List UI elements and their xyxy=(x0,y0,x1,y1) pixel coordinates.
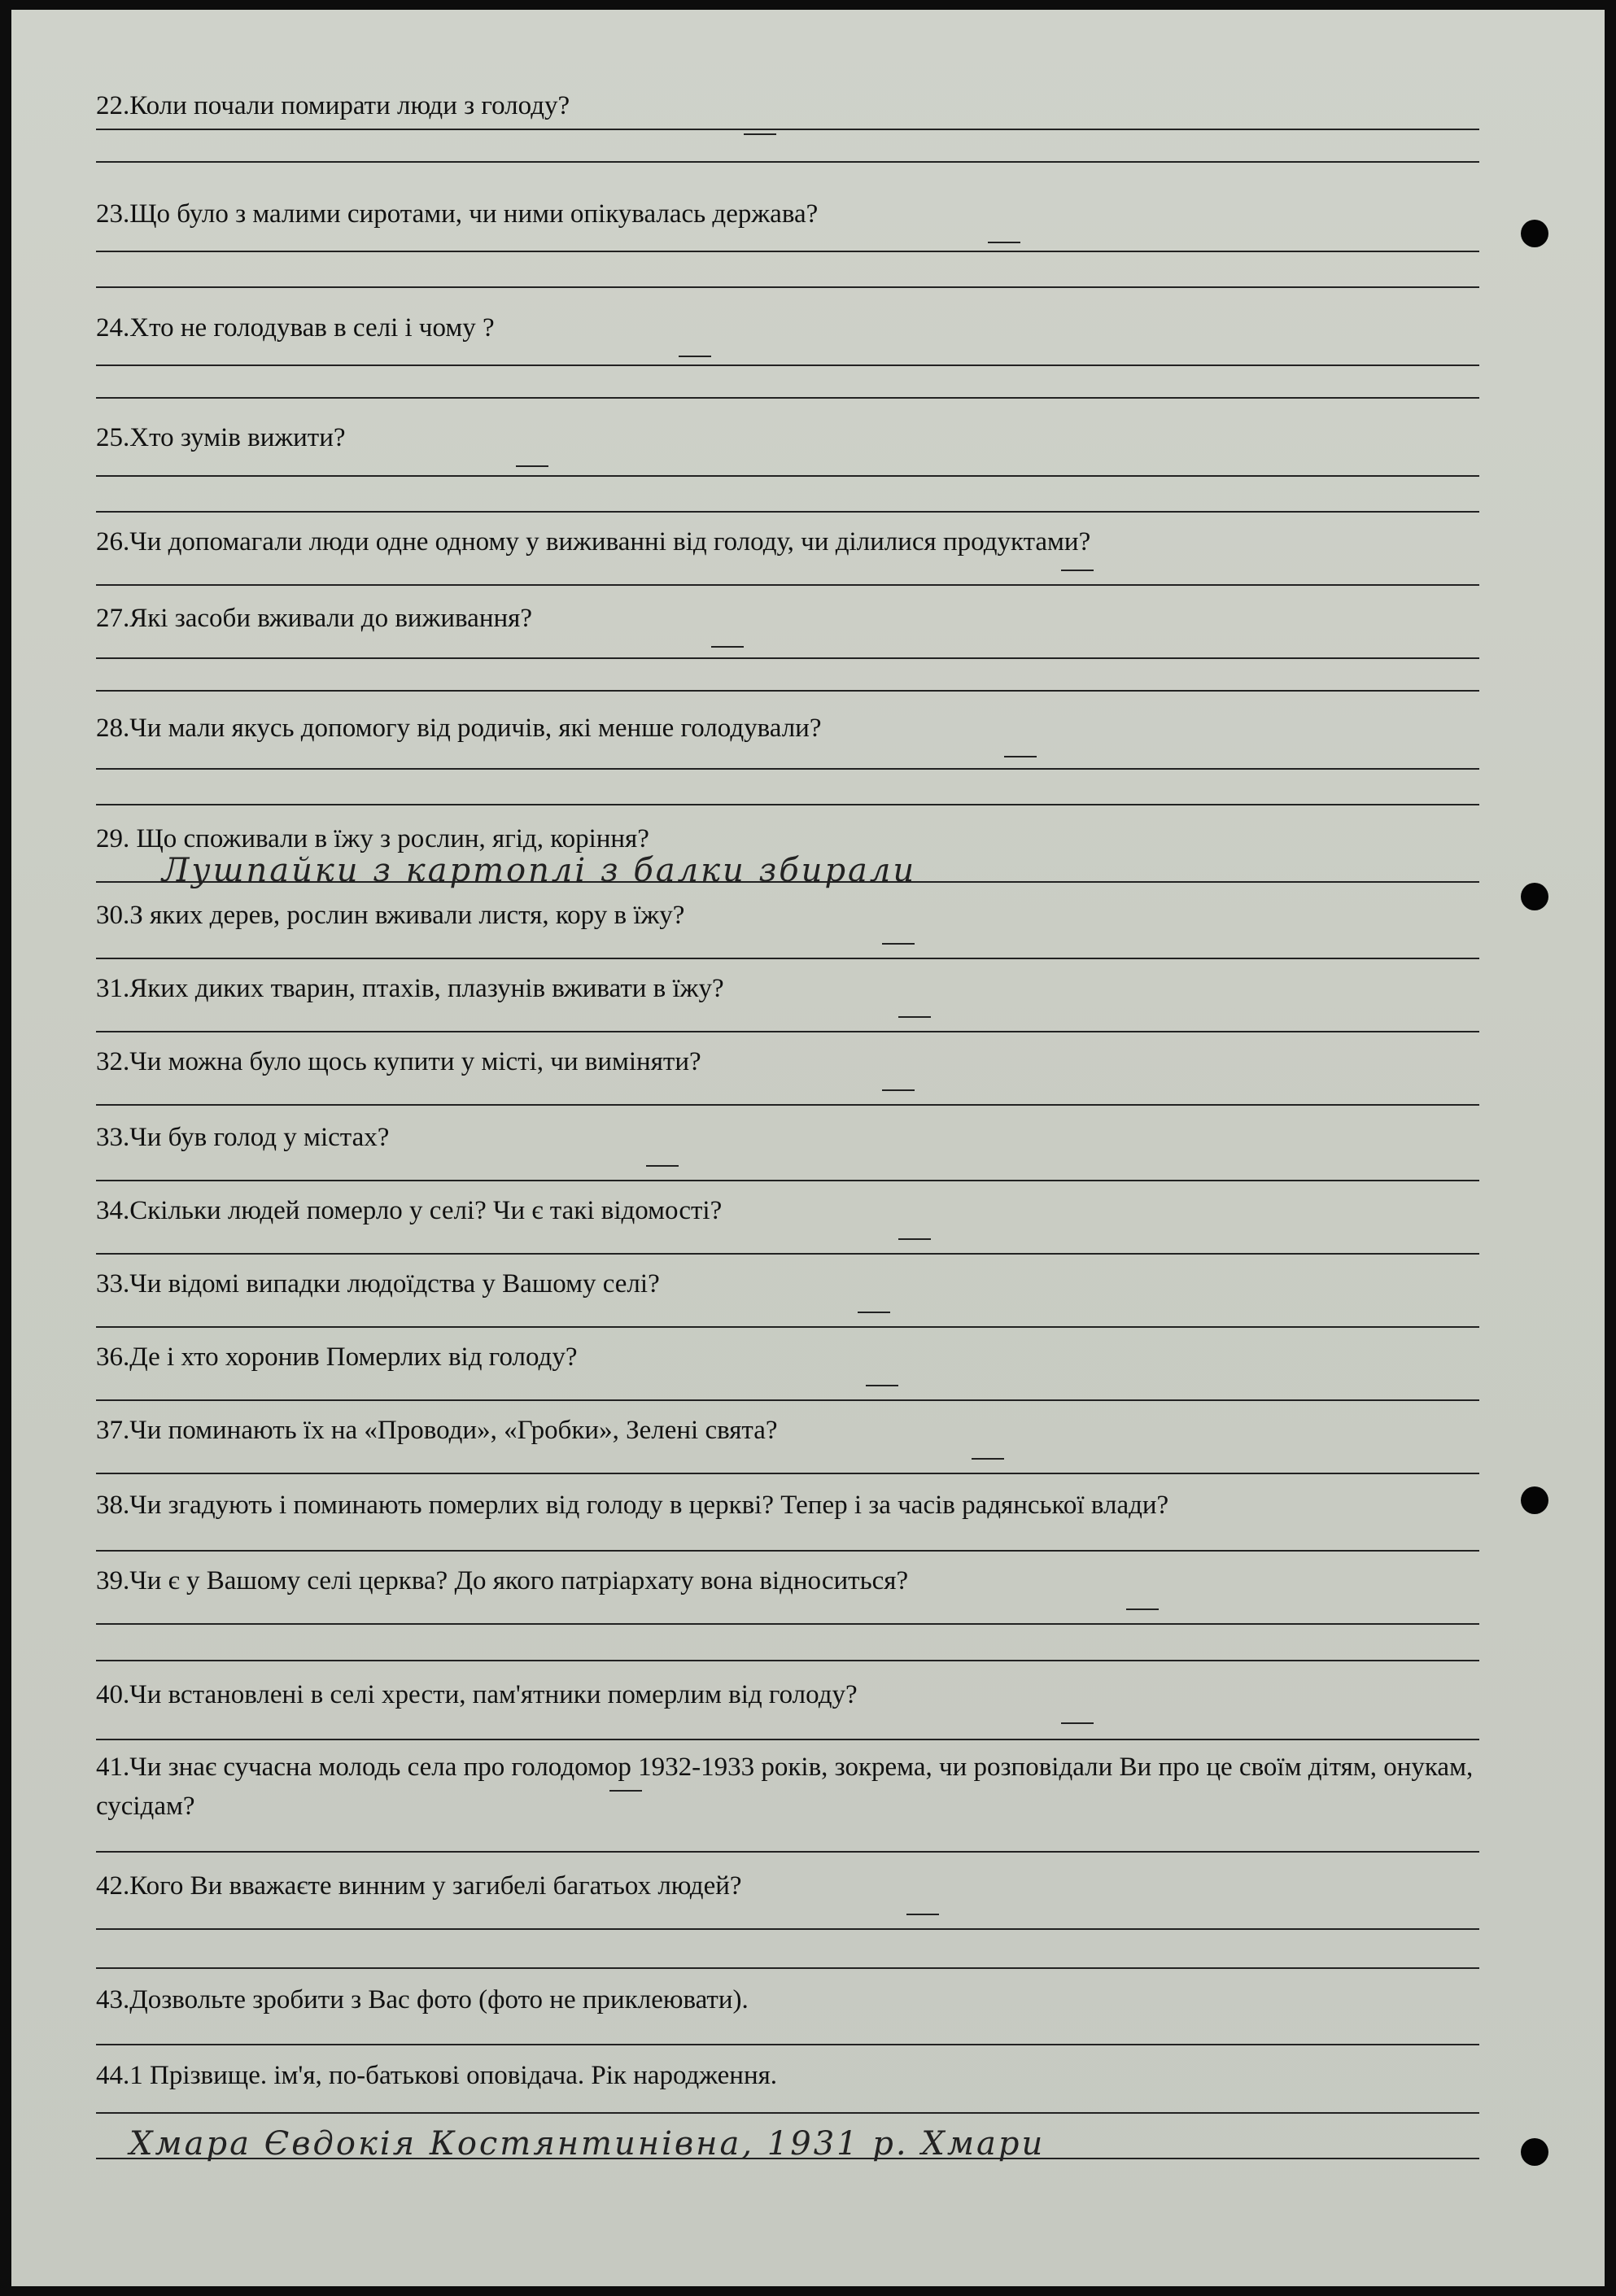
question-43: 43.Дозвольте зробити з Вас фото (фото не приклеювати). xyxy=(96,1985,749,2014)
punch-hole xyxy=(1521,1486,1548,1514)
question-25: 25.Хто зумів вижити? xyxy=(96,423,346,452)
question-41: 41.Чи знає сучасна молодь села про голодомор 1932-1933 років, зокрема, чи розповідали Ви про це своїм дітям, онукам, сусідам? xyxy=(96,1753,1474,1821)
no-answer-dash xyxy=(882,1089,915,1091)
no-answer-dash xyxy=(711,646,744,648)
no-answer-dash xyxy=(679,356,711,357)
question-38: 38.Чи згадують і поминають померлих від голоду в церкві? Тепер і за часів радянської влади? xyxy=(96,1491,1169,1520)
answer-line xyxy=(96,2044,1479,2045)
answer-line xyxy=(96,1253,1479,1255)
answer-line xyxy=(96,1326,1479,1328)
answer-line xyxy=(96,1623,1479,1625)
answer-line xyxy=(96,657,1479,659)
answer-line xyxy=(96,129,1479,130)
answer-line xyxy=(96,475,1479,477)
answer-line xyxy=(96,1739,1479,1740)
punch-hole xyxy=(1521,883,1548,910)
answer-line xyxy=(96,1851,1479,1853)
question-30: 30.З яких дерев, рослин вживали листя, кору в їжу? xyxy=(96,901,685,930)
question-32: 32.Чи можна було щось купити у місті, чи виміняти? xyxy=(96,1047,701,1076)
question-27: 27.Які засоби вживали до виживання? xyxy=(96,604,532,633)
answer-line xyxy=(96,768,1479,770)
no-answer-dash xyxy=(988,242,1020,243)
question-36: 36.Де і хто хоронив Померлих від голоду? xyxy=(96,1342,578,1372)
answer-line xyxy=(96,1967,1479,1969)
no-answer-dash xyxy=(1004,756,1037,757)
question-22: 22.Коли почали помирати люди з голоду? xyxy=(96,91,570,120)
answer-line xyxy=(96,1104,1479,1106)
answer-line xyxy=(96,804,1479,805)
answer-line xyxy=(96,1180,1479,1181)
question-42: 42.Кого Ви вважаєте винним у загибелі багатьох людей? xyxy=(96,1871,742,1901)
answer-line xyxy=(96,584,1479,586)
no-answer-dash xyxy=(906,1914,939,1915)
answer-line xyxy=(96,1660,1479,1661)
no-answer-dash xyxy=(609,1790,642,1792)
no-answer-dash xyxy=(646,1165,679,1167)
no-answer-dash xyxy=(898,1016,931,1018)
no-answer-dash xyxy=(1126,1609,1159,1610)
no-answer-dash xyxy=(744,133,776,135)
question-40: 40.Чи встановлені в селі хрести, пам'ятники померлим від голоду? xyxy=(96,1680,858,1709)
question-24: 24.Хто не голодував в селі і чому ? xyxy=(96,313,495,343)
question-31: 31.Яких диких тварин, птахів, плазунів вживати в їжу? xyxy=(96,974,724,1003)
answer-line xyxy=(96,397,1479,399)
answer-line xyxy=(96,1550,1479,1552)
question-29: 29. Що споживали в їжу з рослин, ягід, коріння? xyxy=(96,824,649,853)
answer-line xyxy=(96,251,1479,252)
no-answer-dash xyxy=(1061,570,1094,571)
question-34: 34.Скільки людей померло у селі? Чи є такі відомості? xyxy=(96,1196,723,1225)
question-33: 33.Чи був голод у містах? xyxy=(96,1123,390,1152)
no-answer-dash xyxy=(1061,1722,1094,1724)
handwritten-answer-44: Хмара Євдокія Костянтинівна, 1931 р. Хмари xyxy=(129,2125,1046,2163)
answer-line xyxy=(96,1928,1479,1930)
answer-line xyxy=(96,511,1479,513)
question-37: 37.Чи поминають їх на «Проводи», «Гробки», Зелені свята? xyxy=(96,1416,778,1445)
question-26: 26.Чи допомагали люди одне одному у виживанні від голоду, чи ділилися продуктами? xyxy=(96,527,1091,557)
answer-line xyxy=(96,2112,1479,2114)
answer-line xyxy=(96,161,1479,163)
handwritten-answer-29: Лушпайки з картоплі з балки збирали xyxy=(162,852,917,889)
punch-hole xyxy=(1521,2138,1548,2166)
question-28: 28.Чи мали якусь допомогу від родичів, які менше голодували? xyxy=(96,714,822,743)
question-35: 33.Чи відомі випадки людоїдства у Вашому селі? xyxy=(96,1269,660,1299)
no-answer-dash xyxy=(866,1385,898,1386)
no-answer-dash xyxy=(516,465,548,467)
answer-line xyxy=(96,1031,1479,1032)
questionnaire-page xyxy=(11,10,1605,2286)
no-answer-dash xyxy=(882,943,915,945)
punch-hole xyxy=(1521,220,1548,247)
question-39: 39.Чи є у Вашому селі церква? До якого патріархату вона відноситься? xyxy=(96,1566,909,1595)
answer-line xyxy=(96,364,1479,366)
answer-line xyxy=(96,690,1479,692)
no-answer-dash xyxy=(898,1238,931,1240)
answer-line xyxy=(96,958,1479,959)
no-answer-dash xyxy=(972,1458,1004,1460)
no-answer-dash xyxy=(858,1312,890,1313)
answer-line xyxy=(96,286,1479,288)
question-23: 23.Що було з малими сиротами, чи ними опікувалась держава? xyxy=(96,199,819,229)
answer-line xyxy=(96,1473,1479,1474)
question-44: 44.1 Прізвище. ім'я, по-батькові оповідача. Рік народження. xyxy=(96,2061,778,2090)
answer-line xyxy=(96,1399,1479,1401)
